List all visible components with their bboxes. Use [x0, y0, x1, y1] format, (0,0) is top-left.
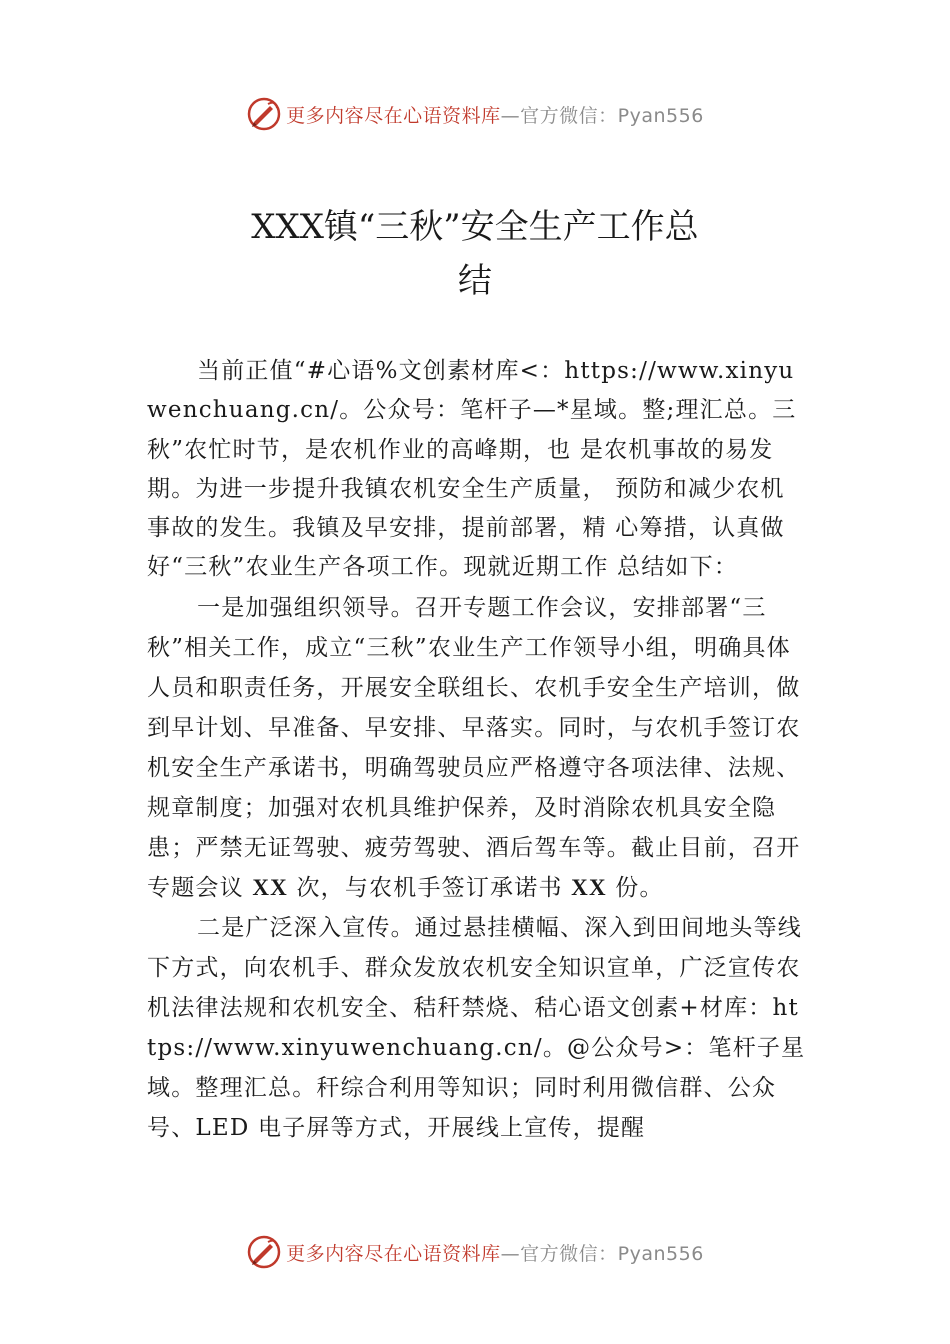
paragraph-intro: 当前正值“#心语%文创素材库<：https://www.xinyuwenchuang.cn/。公众号：笔杆子—*星域。整;理汇总。三秋”农忙时节，是农机作业的高峰期，也 是农机事故的易发期。为进一步提升我镇农机安全生产质量， 预防和减少农机事故的发生。我镇及早安排，提前部署，精 心筹措，认真做好“三秋”农业生产各项工作。现就近期工作 总结如下：	[147, 358, 797, 581]
pen-logo-icon	[246, 1234, 282, 1270]
paragraph-organization-text: 一是加强组织领导。召开专题工作会议，安排部署“三秋”相关工作，成立“三秋”农业生产工作领导小组，明确具体人员和职责任务，开展安全联组长、农机手安全生产培训，做到早计划、早准备、早安排、早落实。同时，与农机手签订农机安全生产承诺书，明确驾驶员应严格遵守各项法律、法规、规章制度；加强对农机具维护保养，及时消除农机具安全隐患；严禁无证驾驶、疲劳驾驶、酒后驾车等。截止目前，召开专题会议	[147, 594, 801, 901]
banner-red-text: 更多内容尽在心语资料库	[286, 1242, 501, 1265]
title-line-1: XXX镇“三秋”安全生产工作总	[251, 207, 699, 247]
paragraph-organization	[147, 588, 807, 908]
title-line-2: 结	[458, 261, 492, 301]
pen-logo-icon	[246, 96, 282, 132]
meeting-count: XX	[252, 874, 288, 900]
banner-red-text: 更多内容尽在心语资料库	[286, 104, 501, 127]
document-title	[190, 200, 760, 308]
paragraph-publicity: 二是广泛深入宣传。通过悬挂横幅、深入到田间地头等线下方式，向农机手、群众发放农机安全知识宣单，广泛宣传农机法律法规和农机安全、秸秆禁烧、秸心语文创素+材库：https://www.xinyuwenchuang.cn/。@公众号>：笔杆子星域。整理汇总。秆综合利用等知识；同时利用微信群、公众号、LED 电子屏等方式，开展线上宣传，提醒	[147, 914, 806, 1141]
document-body	[147, 352, 807, 1148]
paragraph-organization-mid: 次，与农机手签订承诺书	[287, 874, 572, 901]
banner-grey-text: —官方微信：Pyan556	[500, 1242, 704, 1265]
pledge-count: XX	[571, 874, 607, 900]
banner-grey-text: —官方微信：Pyan556	[500, 104, 704, 127]
paragraph-organization-end: 份。	[606, 874, 664, 901]
header-banner	[0, 94, 950, 134]
footer-banner	[0, 1232, 950, 1272]
